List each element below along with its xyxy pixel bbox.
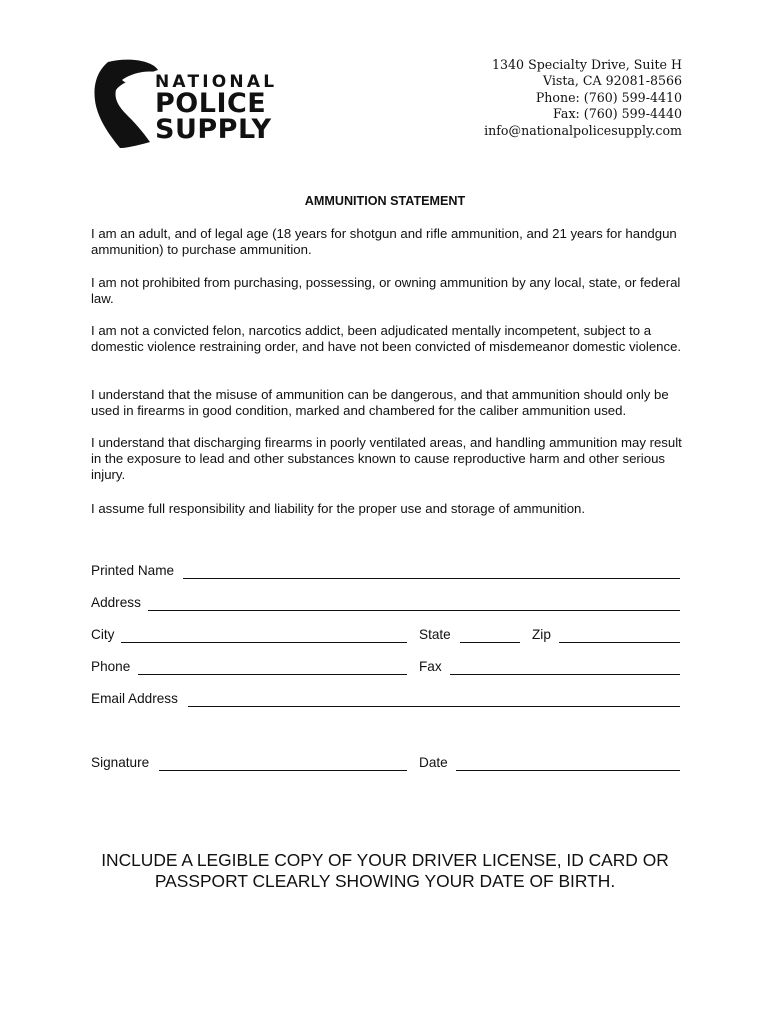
address-line-2: Vista, CA 92081-8566	[542, 73, 682, 89]
phone-field[interactable]	[138, 674, 407, 675]
statement-paragraph: I understand that discharging firearms in poorly ventilated areas, and handling ammunition may result in the exposure to lead and other substances known to cause reproductive harm and other serious injury.	[91, 435, 682, 483]
address-line-1: 1340 Specialty Drive, Suite H	[492, 57, 682, 72]
signature-label: Signature	[91, 755, 150, 770]
signature-field[interactable]	[159, 770, 407, 771]
fax-number: Fax: (760) 599-4440	[553, 106, 682, 122]
address-label: Address	[91, 595, 141, 610]
city-label: City	[91, 627, 115, 642]
id-requirement-note	[0, 850, 770, 892]
state-label: State	[419, 627, 451, 642]
company-contact-block	[484, 57, 682, 139]
eagle-shield-logo	[92, 58, 297, 150]
email-address: info@nationalpolicesupply.com	[484, 122, 682, 138]
statement-paragraph: I understand that the misuse of ammunition can be dangerous, and that ammunition should only be used in firearms in good condition, marked and chambered for the caliber ammunition used.	[91, 387, 669, 419]
printed-name-label: Printed Name	[91, 563, 175, 578]
address-row	[91, 595, 680, 613]
company-logo	[92, 58, 297, 150]
phone-number: Phone: (760) 599-4410	[535, 89, 682, 105]
printed-name-field[interactable]	[183, 578, 680, 579]
city-field[interactable]	[121, 642, 407, 643]
address-field[interactable]	[148, 610, 680, 611]
date-label: Date	[419, 755, 448, 770]
zip-field[interactable]	[559, 642, 680, 643]
zip-label: Zip	[532, 627, 551, 642]
logo-word-police: POLICE	[155, 88, 267, 119]
statement-paragraph: I assume full responsibility and liability for the proper use and storage of ammunition.	[91, 501, 586, 516]
date-field[interactable]	[456, 770, 680, 771]
document-title: AMMUNITION STATEMENT	[304, 194, 466, 208]
signature-date-row	[91, 755, 680, 773]
phone-fax-row	[91, 659, 680, 677]
email-label: Email Address	[91, 691, 178, 706]
email-row	[91, 691, 680, 709]
id-requirement-line-1: INCLUDE A LEGIBLE COPY OF YOUR DRIVER LICENSE, ID CARD OR	[101, 850, 669, 870]
printed-name-row	[91, 563, 680, 581]
phone-label: Phone	[91, 659, 131, 674]
statement-paragraph: I am not a convicted felon, narcotics addict, been adjudicated mentally incompetent, subject to a domestic violence restraining order, and have not been convicted of misdemeanor domestic violence.	[91, 323, 682, 355]
email-field[interactable]	[188, 706, 680, 707]
statement-paragraph: I am an adult, and of legal age (18 years for shotgun and rifle ammunition, and 21 years for handgun ammunition) to purchase ammunition.	[91, 226, 677, 258]
logo-word-national: NATIONAL	[155, 72, 278, 92]
fax-field[interactable]	[450, 674, 680, 675]
logo-word-supply: SUPPLY	[155, 114, 272, 145]
fax-label: Fax	[419, 659, 442, 674]
city-state-zip-row	[91, 627, 680, 645]
state-field[interactable]	[460, 642, 520, 643]
statement-paragraph: I am not prohibited from purchasing, possessing, or owning ammunition by any local, state, or federal law.	[91, 275, 681, 307]
id-requirement-line-2: PASSPORT CLEARLY SHOWING YOUR DATE OF BIRTH.	[154, 871, 616, 891]
